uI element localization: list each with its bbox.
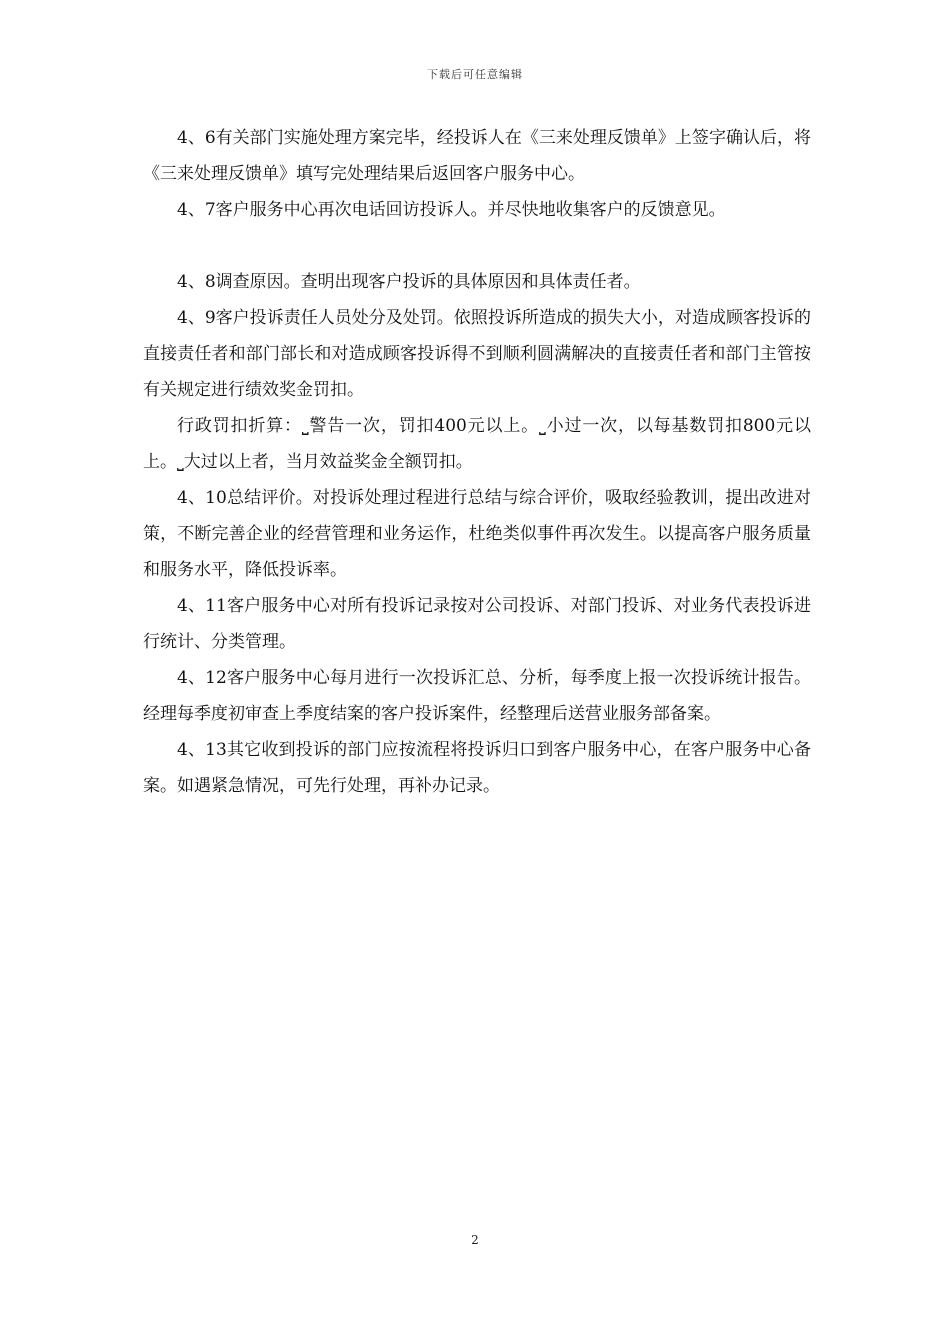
paragraph-4-10: 4、10总结评价。对投诉处理过程进行总结与综合评价，吸取经验教训，提出改进对策，不断完善企业的经营管理和业务运作，杜绝类似事件再次发生。以提高客户服务质量和服务水平，降低投诉率。 bbox=[143, 488, 811, 580]
document-body bbox=[143, 120, 811, 804]
paragraph-4-6: 4、6有关部门实施处理方案完毕，经投诉人在《三来处理反馈单》上签字确认后，将《三来处理反馈单》填写完处理结果后返回客户服务中心。 bbox=[143, 128, 811, 184]
paragraph-4-12: 4、12客户服务中心每月进行一次投诉汇总、分析，每季度上报一次投诉统计报告。经理每季度初审查上季度结案的客户投诉案件，经整理后送营业服务部备案。 bbox=[143, 668, 811, 724]
paragraph-4-7: 4、7客户服务中心再次电话回访投诉人。并尽快地收集客户的反馈意见。 bbox=[177, 200, 726, 220]
paragraph-4-9: 4、9客户投诉责任人员处分及处罚。依照投诉所造成的损失大小，对造成顾客投诉的直接责任者和部门部长和对造成顾客投诉得不到顺利圆满解决的直接责任者和部门主管按有关规定进行绩效奖金罚扣。 bbox=[143, 308, 811, 400]
paragraph-4-13: 4、13其它收到投诉的部门应按流程将投诉归口到客户服务中心，在客户服务中心备案。如遇紧急情况，可先行处理，再补办记录。 bbox=[143, 740, 811, 796]
paragraph-penalty-conversion: 行政罚扣折算：⎵警告一次，罚扣400元以上。⎵小过一次，以每基数罚扣800元以上。⎵大过以上者，当月效益奖金全额罚扣。 bbox=[143, 416, 811, 472]
paragraph-spacer bbox=[143, 228, 811, 264]
page-number: 2 bbox=[471, 1233, 479, 1247]
paragraph-4-11: 4、11客户服务中心对所有投诉记录按对公司投诉、对部门投诉、对业务代表投诉进行统计、分类管理。 bbox=[143, 596, 811, 652]
paragraph-4-8: 4、8调查原因。查明出现客户投诉的具体原因和具体责任者。 bbox=[177, 272, 641, 292]
page-header: 下载后可任意编辑 bbox=[427, 68, 523, 81]
